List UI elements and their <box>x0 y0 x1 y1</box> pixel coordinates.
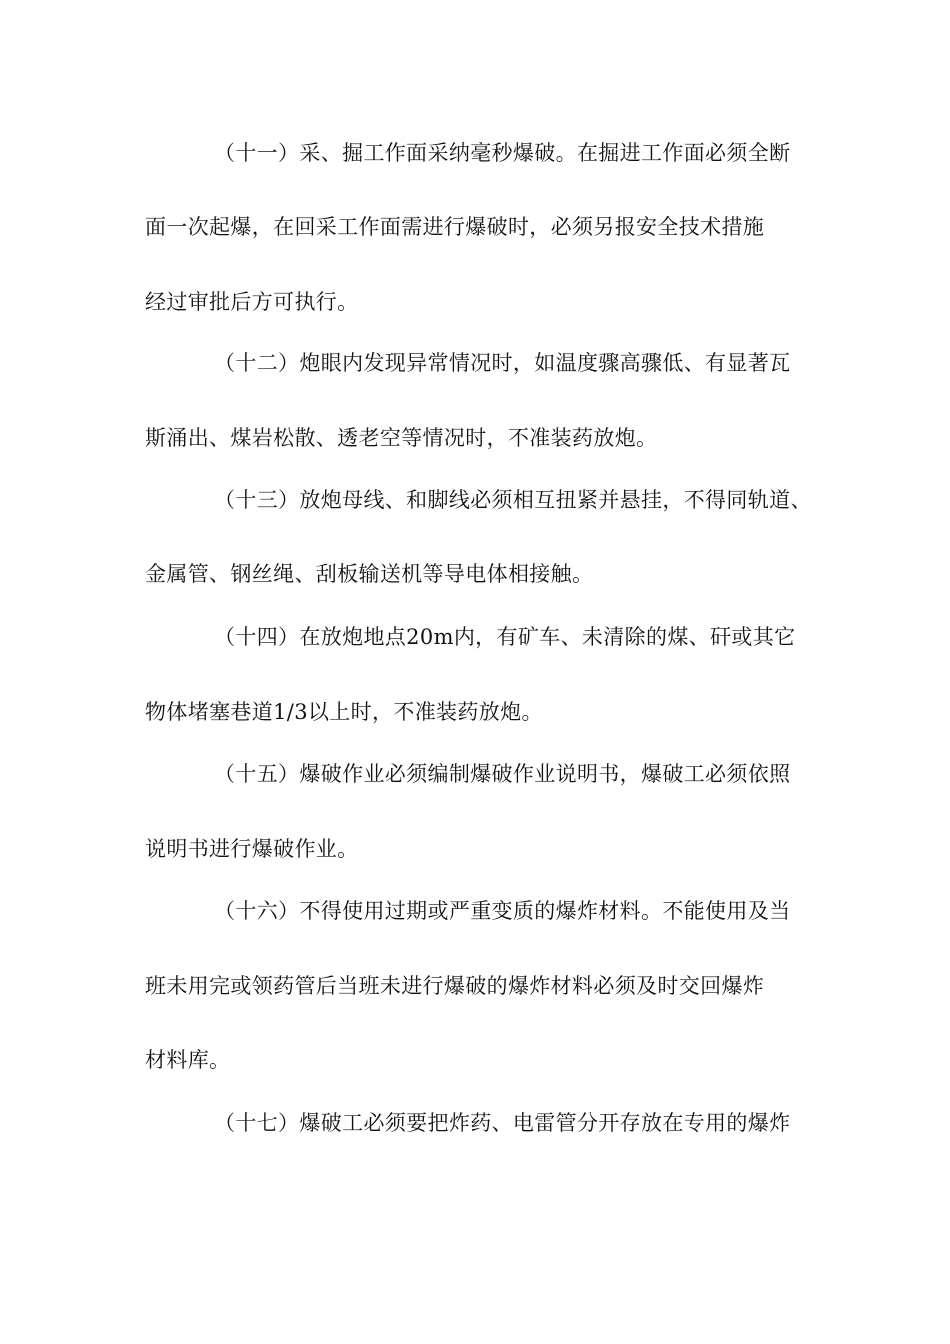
paragraph-line: 说明书进行爆破作业。 <box>145 837 359 861</box>
paragraph-line: 面一次起爆，在回采工作面需进行爆破时，必须另报安全技术措施 <box>145 215 765 239</box>
paragraph-line: （十四）在放炮地点20m内，有矿车、未清除的煤、矸或其它 <box>214 625 796 649</box>
paragraph-line: （十三）放炮母线、和脚线必须相互扭紧并悬挂，不得同轨道、 <box>214 488 812 512</box>
paragraph-line: （十一）采、掘工作面采纳毫秒爆破。在掘进工作面必须全断 <box>214 141 791 165</box>
paragraph-line: （十六）不得使用过期或严重变质的爆炸材料。不能使用及当 <box>214 899 791 923</box>
paragraph-line: （十五）爆破作业必须编制爆破作业说明书，爆破工必须依照 <box>214 762 791 786</box>
paragraph-line: 金属管、钢丝绳、刮板输送机等导电体相接触。 <box>145 562 594 586</box>
paragraph-line: 班未用完或领药管后当班未进行爆破的爆炸材料必须及时交回爆炸 <box>145 974 765 998</box>
paragraph-line: 斯涌出、煤岩松散、透老空等情况时，不准装药放炮。 <box>145 426 658 450</box>
paragraph-line: 材料库。 <box>145 1048 231 1072</box>
paragraph-line: （十七）爆破工必须要把炸药、电雷管分开存放在专用的爆炸 <box>214 1111 791 1135</box>
paragraph-line: （十二）炮眼内发现异常情况时，如温度骤高骤低、有显著瓦 <box>214 351 791 375</box>
paragraph-line: 物体堵塞巷道1/3以上时，不准装药放炮。 <box>145 700 543 724</box>
paragraph-line: 经过审批后方可执行。 <box>145 290 359 314</box>
